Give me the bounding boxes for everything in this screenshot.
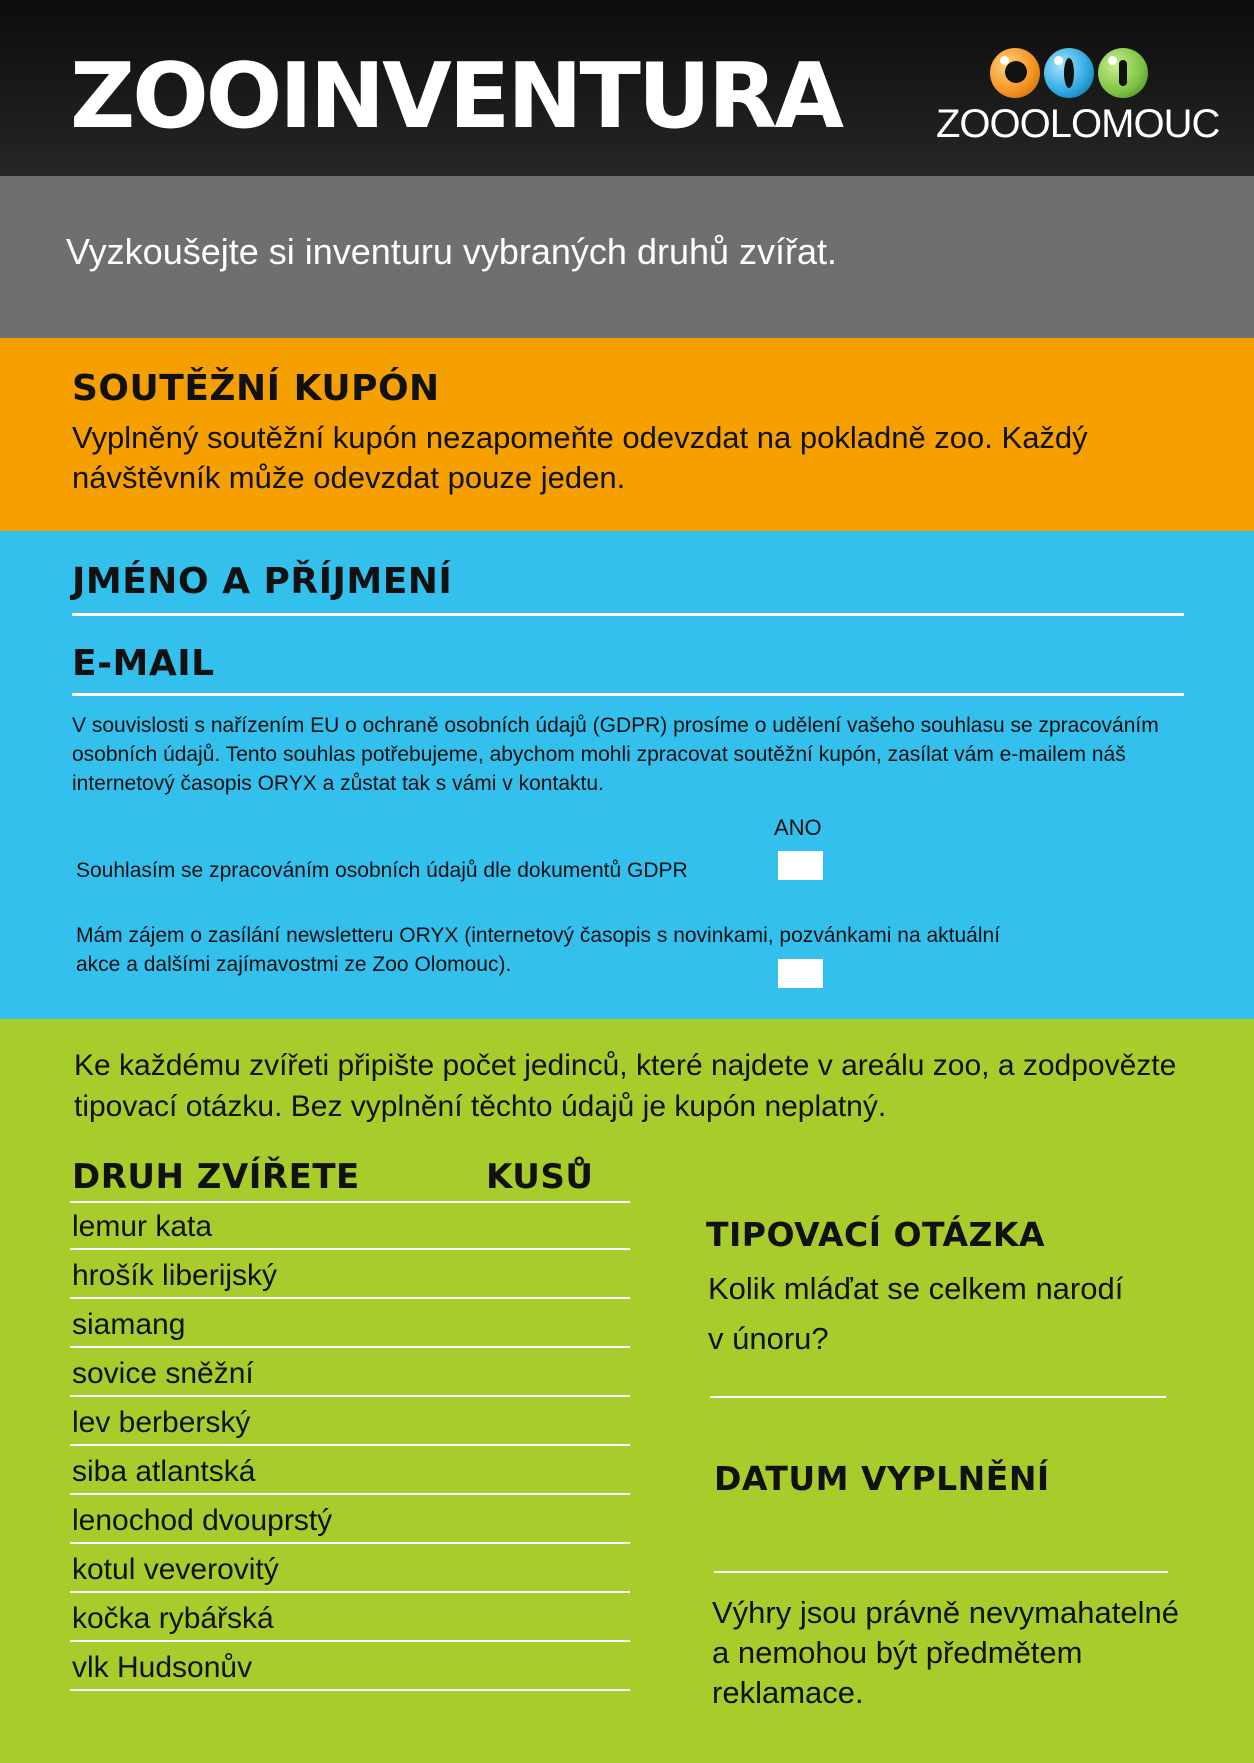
- animal-name: vlk Hudsonův: [72, 1651, 253, 1684]
- animal-row[interactable]: [70, 1348, 630, 1397]
- zoo-logo: [936, 48, 1220, 148]
- animal-row[interactable]: [70, 1593, 630, 1642]
- gdpr-notice: V souvislosti s nařízením EU o ochraně osobních údajů (GDPR) prosíme o udělení vašeho souhlasu se zpracováním osobních údajů. Tento souhlas potřebujeme, abychom mohli zpracovat soutěžní kupón, zasílat vám e-mailem náš internetový časopis ORYX a zůstat tak s vámi v kontaktu.: [72, 714, 1159, 795]
- animal-name: siba atlantská: [72, 1455, 256, 1488]
- animal-name: kotul veverovitý: [72, 1553, 279, 1586]
- date-field[interactable]: [714, 1571, 1168, 1573]
- animal-row[interactable]: [70, 1201, 630, 1250]
- header-bar: [0, 0, 1254, 176]
- green-eye-icon: [1098, 48, 1148, 98]
- animal-name: lenochod dvouprstý: [72, 1504, 333, 1537]
- animal-name: lemur kata: [72, 1210, 213, 1243]
- logo-eyes: [990, 48, 1150, 98]
- animal-name: kočka rybářská: [72, 1602, 274, 1635]
- quiz-heading: TIPOVACÍ OTÁZKA: [706, 1215, 1046, 1254]
- animal-name: hrošík liberijský: [72, 1259, 278, 1292]
- name-label: JMÉNO A PŘÍJMENÍ: [72, 561, 453, 602]
- inventory-instructions: Ke každému zvířeti připište počet jedinců, které najdete v areálu zoo, a zodpovězte tipovací otázku. Bez vyplnění těchto údajů je kupón neplatný.: [74, 1049, 1177, 1123]
- animal-column-header: DRUH ZVÍŘETE: [72, 1157, 360, 1197]
- animal-name: siamang: [72, 1308, 186, 1341]
- gdpr-consent-label: Souhlasím se zpracováním osobních údajů dle dokumentů GDPR: [76, 859, 688, 882]
- newsletter-consent-label: Mám zájem o zasílání newsletteru ORYX (internetový časopis s novinkami, pozvánkami na aktuální akce a dalšími zajímavostmi ze Zoo Olomouc).: [76, 924, 1001, 976]
- quiz-answer-field[interactable]: [710, 1396, 1166, 1398]
- animal-row[interactable]: [70, 1495, 630, 1544]
- intro-subtitle: Vyzkoušejte si inventuru vybraných druhů zvířat.: [66, 231, 838, 272]
- count-column-header: KUSŮ: [486, 1157, 594, 1197]
- prize-disclaimer: Výhry jsou právně nevymahatelné a nemohou být předmětem reklamace.: [712, 1595, 1179, 1710]
- animal-row[interactable]: [70, 1642, 630, 1691]
- animal-name: sovice sněžní: [72, 1357, 254, 1390]
- coupon-band: [0, 338, 1254, 531]
- orange-eye-icon: [990, 48, 1040, 98]
- contact-band: [0, 531, 1254, 1019]
- ano-label: ANO: [774, 815, 822, 840]
- gdpr-consent-checkbox[interactable]: [778, 851, 823, 880]
- coupon-heading: SOUTĚŽNÍ KUPÓN: [72, 368, 440, 409]
- quiz-question: Kolik mláďat se celkem narodí v únoru?: [708, 1271, 1124, 1356]
- page-title: ZOOINVENTURA: [70, 44, 841, 149]
- name-field[interactable]: [72, 613, 1184, 616]
- newsletter-consent-checkbox[interactable]: [778, 959, 823, 988]
- animal-row[interactable]: [70, 1250, 630, 1299]
- blue-eye-icon: [1044, 48, 1094, 98]
- coupon-text: Vyplněný soutěžní kupón nezapomeňte odevzdat na pokladně zoo. Každý návštěvník může odevzdat pouze jeden.: [72, 420, 1088, 495]
- animal-row[interactable]: [70, 1544, 630, 1593]
- logo-text: ZOOOLOMOUC: [936, 102, 1220, 146]
- date-heading: DATUM VYPLNĚNÍ: [714, 1459, 1050, 1498]
- animal-row[interactable]: [70, 1397, 630, 1446]
- email-field[interactable]: [72, 693, 1184, 696]
- animal-row[interactable]: [70, 1299, 630, 1348]
- animal-name: lev berberský: [72, 1406, 251, 1439]
- animal-list: [70, 1201, 630, 1691]
- email-label: E-MAIL: [72, 643, 215, 684]
- intro-band: [0, 176, 1254, 338]
- animal-row[interactable]: [70, 1446, 630, 1495]
- inventory-band: [0, 1019, 1254, 1763]
